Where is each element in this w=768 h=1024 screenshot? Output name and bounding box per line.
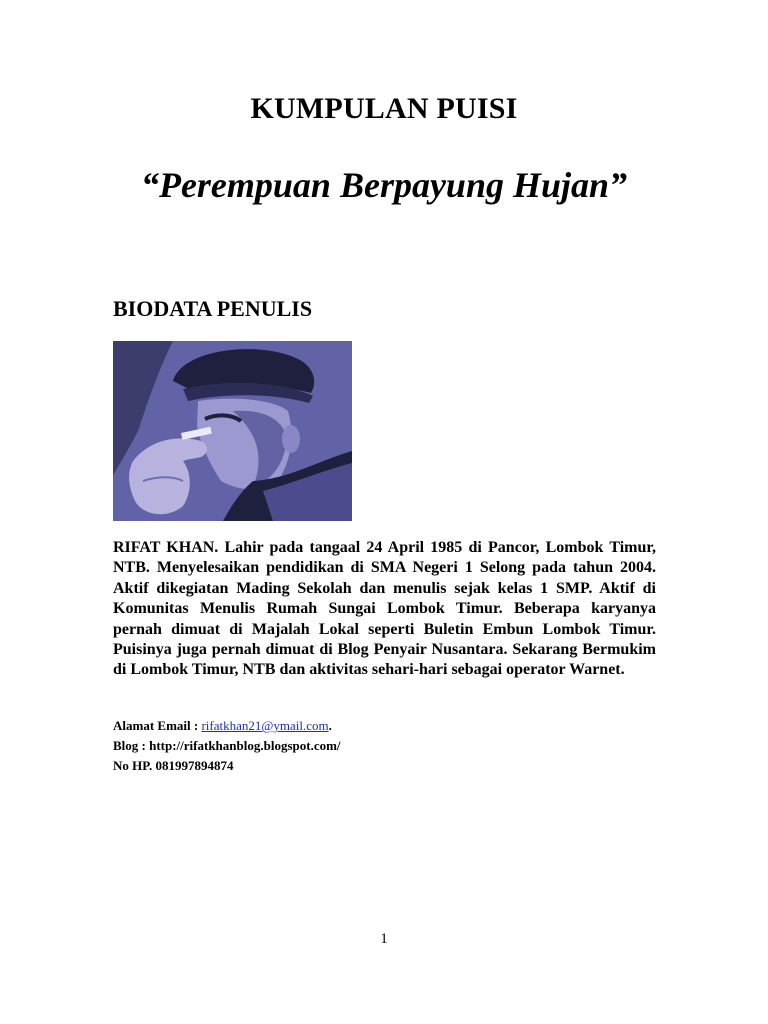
email-line — [113, 716, 656, 736]
contact-info — [113, 716, 656, 776]
author-portrait-icon — [113, 341, 352, 521]
phone-line: No HP. 081997894874 — [113, 758, 234, 773]
email-suffix: . — [328, 718, 332, 733]
page-number: 1 — [380, 931, 388, 947]
email-label: Alamat Email : — [113, 718, 202, 733]
blog-line: Blog : http://rifatkhanblog.blogspot.com/ — [113, 738, 341, 753]
document-subtitle: “Perempuan Berpayung Hujan” — [140, 165, 628, 205]
document-title: KUMPULAN PUISI — [250, 92, 518, 125]
author-photo — [113, 341, 352, 521]
author-bio: RIFAT KHAN. Lahir pada tangaal 24 April 1985 di Pancor, Lombok Timur, NTB. Menyelesaikan pendidikan di SMA Negeri 1 Selong pada tahun 2004. Aktif dikegiatan Mading Sekolah dan menulis sejak kelas 1 SMP. Aktif di Komunitas Menulis Rumah Sungai Lombok Timur. Beberapa karyanya pernah dimuat di Majalah Lokal seperti Buletin Embun Lombok Timur. Puisinya juga pernah dimuat di Blog Penyair Nusantara. Sekarang Bermukim di Lombok Timur, NTB dan aktivitas sehari-hari sebagai operator Warnet. — [113, 539, 656, 679]
email-link[interactable]: rifatkhan21@ymail.com — [201, 718, 329, 733]
section-heading: BIODATA PENULIS — [113, 296, 313, 321]
